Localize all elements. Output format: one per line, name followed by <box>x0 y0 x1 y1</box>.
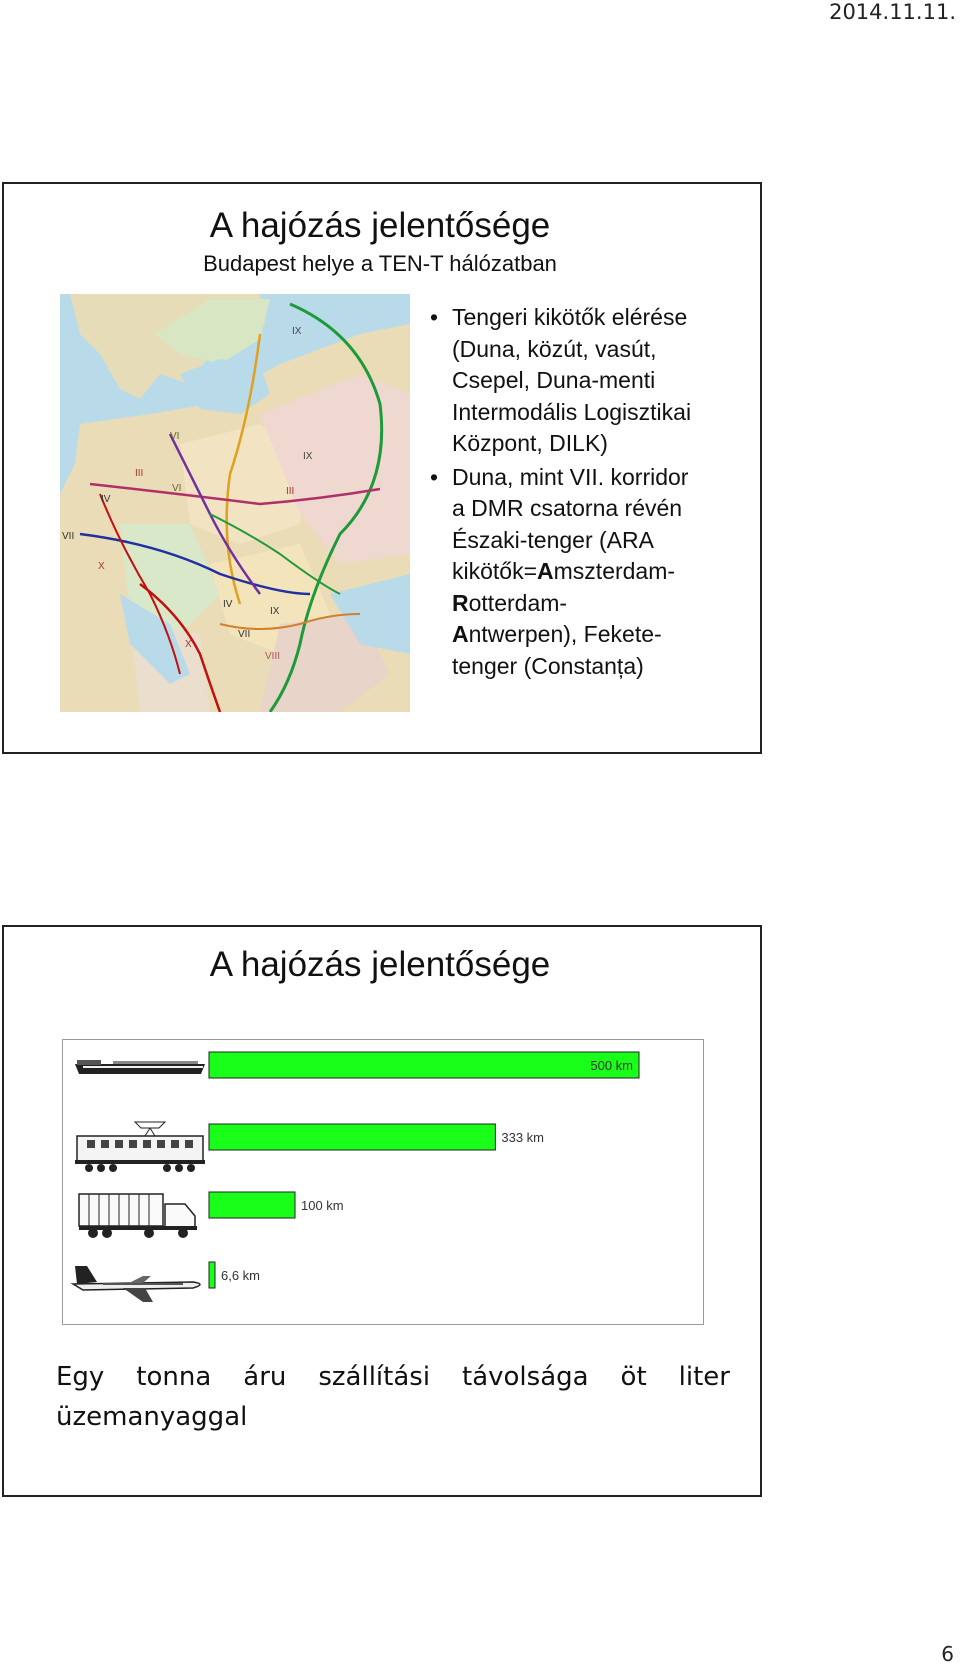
map-label: IV <box>101 494 111 505</box>
slide-1 <box>2 182 762 754</box>
truck-icon <box>79 1194 197 1238</box>
bar-ship <box>209 1052 639 1078</box>
bar-value-label: 333 km <box>501 1130 545 1145</box>
bar-truck <box>209 1192 295 1218</box>
bullet-line: kikötők= <box>452 558 538 584</box>
transport-distance-chart <box>62 1039 704 1325</box>
bar-train <box>209 1124 495 1150</box>
map-label: III <box>286 486 295 497</box>
caption-word: szállítási <box>318 1362 431 1392</box>
bullet-line: otterdam- <box>468 589 568 616</box>
bar-value-label: 100 km <box>301 1198 344 1213</box>
bullet-line: mszterdam- <box>553 558 676 584</box>
page-number: 6 <box>941 1642 954 1666</box>
bullet-line: Tengeri kikötők elérése <box>452 304 688 330</box>
caption-word: liter <box>678 1362 730 1392</box>
map-label: IX <box>270 606 280 617</box>
bullet-line: Csepel, Duna-menti <box>452 367 656 393</box>
slide-1-title: A hajózás jelentősége <box>209 206 551 245</box>
caption-line-1 <box>56 1357 730 1397</box>
bullet-line: tenger (Constanța) <box>452 652 644 679</box>
bullet-line: Északi-tenger (ARA <box>452 526 654 553</box>
bold-letter-r: R <box>452 589 469 616</box>
map-label: III <box>135 468 144 479</box>
slide-1-subtitle: Budapest helye a TEN-T hálózatban <box>203 251 557 276</box>
caption-line-2: üzemanyaggal <box>56 1402 248 1432</box>
bullet-item <box>424 302 754 460</box>
bar-value-label: 500 km <box>590 1058 633 1073</box>
caption-word: tonna <box>136 1362 212 1392</box>
bold-letter-a: A <box>452 621 469 647</box>
map-label: IV <box>223 599 233 610</box>
airplane-icon <box>73 1266 200 1302</box>
map-label: X <box>185 639 192 650</box>
bullet-line: Központ, DILK) <box>452 430 608 456</box>
bar-airplane <box>209 1262 215 1288</box>
bullet-line: a DMR csatorna révén <box>452 495 683 521</box>
slide-2 <box>2 925 762 1497</box>
caption-word: Egy <box>56 1362 105 1392</box>
ship-icon <box>75 1060 205 1074</box>
map-label: X <box>98 561 105 572</box>
map-label: VI <box>170 431 180 442</box>
map-label: IX <box>292 326 302 337</box>
bullet-dot: • <box>430 463 439 490</box>
bullet-line: Intermodális Logisztikai <box>452 398 692 425</box>
caption-word: áru <box>243 1362 287 1392</box>
bullet-line: ntwerpen), Fekete- <box>468 621 662 647</box>
bold-letter-a: A <box>537 558 554 584</box>
caption-word: távolsága <box>462 1362 589 1392</box>
chart-caption <box>56 1357 730 1437</box>
ten-t-corridor-map <box>60 294 410 712</box>
header-date: 2014.11.11. <box>829 0 956 24</box>
bar-value-label: 6,6 km <box>221 1268 261 1283</box>
bullet-line: (Duna, közút, vasút, <box>452 335 657 362</box>
slide-2-title: A hajózás jelentősége <box>209 945 551 984</box>
bullet-list <box>424 302 754 684</box>
map-label: IX <box>303 451 313 462</box>
map-label: VII <box>62 531 75 542</box>
caption-word: öt <box>620 1362 647 1392</box>
train-icon <box>75 1122 205 1172</box>
bullet-dot: • <box>430 304 439 330</box>
bullet-item <box>424 462 754 683</box>
map-label: VIII <box>265 651 281 662</box>
bullet-line: Duna, mint VII. korridor <box>452 463 689 490</box>
map-label: VII <box>238 629 251 640</box>
map-label: VI <box>172 483 182 494</box>
